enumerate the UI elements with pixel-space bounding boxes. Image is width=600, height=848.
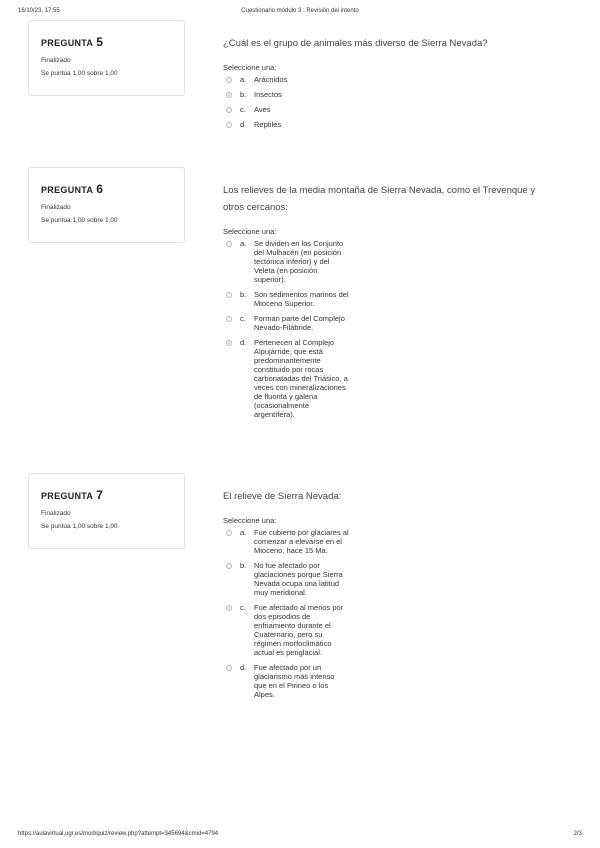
answer-option-d[interactable]	[223, 338, 553, 419]
print-datetime: 16/10/23, 17:55	[18, 8, 60, 14]
question-text: ¿Cuál es el grupo de animales más diverso de Sierra Nevada?	[223, 38, 488, 49]
option-letter: c.	[240, 105, 246, 114]
answer-option-b[interactable]	[223, 561, 553, 597]
option-letter: d.	[240, 120, 247, 129]
answer-option-c[interactable]	[223, 603, 553, 657]
answer-prompt: Seleccione una:	[223, 227, 277, 236]
page-number: 2/3	[573, 831, 582, 837]
answer-option-d[interactable]	[223, 120, 553, 129]
option-text: Reptiles	[254, 120, 282, 129]
question-state: Finalizado	[41, 57, 71, 64]
question-number-value: 6	[96, 182, 104, 196]
question-label: PREGUNTA	[41, 185, 94, 195]
radio-button-selected[interactable]	[226, 92, 232, 98]
answer-option-c[interactable]	[223, 105, 553, 114]
answer-prompt: Seleccione una:	[223, 516, 277, 525]
answer-option-a[interactable]	[223, 239, 553, 284]
radio-button[interactable]	[226, 122, 232, 128]
question-grade: Se puntúa 1,00 sobre 1,00	[41, 217, 118, 224]
question-content	[223, 488, 553, 705]
answer-prompt: Seleccione una:	[223, 63, 277, 72]
answer-option-a[interactable]	[223, 75, 553, 84]
option-text: Son sedimentos marinos del Mioceno Superior.	[254, 290, 349, 308]
question-label: PREGUNTA	[41, 38, 94, 48]
answer-option-d[interactable]	[223, 663, 553, 699]
radio-button[interactable]	[226, 316, 232, 322]
radio-button[interactable]	[226, 107, 232, 113]
option-letter: b.	[240, 290, 247, 299]
radio-button[interactable]	[226, 241, 232, 247]
radio-button[interactable]	[226, 77, 232, 83]
question-number	[41, 35, 103, 49]
option-letter: c.	[240, 603, 246, 612]
option-letter: c.	[240, 314, 246, 323]
option-letter: d.	[240, 338, 247, 347]
print-url: https://aulavirtual.ugr.es/mod/quiz/review.php?attempt=345694&cmid=4794	[18, 831, 219, 837]
option-letter: d.	[240, 663, 247, 672]
answer-option-c[interactable]	[223, 314, 553, 332]
radio-button-selected[interactable]	[226, 340, 232, 346]
option-letter: a.	[240, 75, 247, 84]
answer-option-b[interactable]	[223, 90, 553, 99]
option-text: Pertenecen al Complejo Alpujárride, que está predominantemente constituido por rocas carbonatadas del Triásico, a veces con mineralizaciones de fluorita y galena (ocasionalmente argentífera).	[254, 338, 348, 419]
question-info-panel	[28, 20, 185, 96]
answer-options	[223, 239, 553, 419]
answer-option-a[interactable]	[223, 528, 553, 555]
question-grade: Se puntúa 1,00 sobre 1,00	[41, 523, 118, 530]
option-text: Se dividen en los Conjunto del Mulhacén (en posición tectónica inferior) y del Veleta (en posición superior).	[254, 239, 344, 284]
answer-option-b[interactable]	[223, 290, 553, 308]
radio-button[interactable]	[226, 665, 232, 671]
option-text: Insectos	[254, 90, 282, 99]
question-text: Los relieves de la media montaña de Sierra Nevada, como el Trevenque y otros cercanos:	[223, 185, 536, 213]
question-info-panel	[28, 473, 185, 549]
option-text: Fue afectado por un glaciarismo más intenso que en el Pirineo o los Alpes.	[254, 663, 335, 699]
question-info-panel	[28, 167, 185, 243]
question-grade: Se puntúa 1,00 sobre 1,00	[41, 70, 118, 77]
option-letter: a.	[240, 239, 247, 248]
radio-button-selected[interactable]	[226, 605, 232, 611]
radio-button[interactable]	[226, 530, 232, 536]
question-content	[223, 35, 553, 135]
option-text: Fue cubierto por glaciares al comenzar a elevarse en el Mioceno, hace 15 Ma.	[254, 528, 349, 555]
option-text: No fue afectado por glaciaciones porque Sierra Nevada ocupa una latitud muy meridional.	[254, 561, 343, 597]
question-state: Finalizado	[41, 510, 71, 517]
question-content	[223, 182, 553, 425]
question-number-value: 5	[96, 35, 104, 49]
question-text: El relieve de Sierra Nevada:	[223, 491, 342, 502]
question-label: PREGUNTA	[41, 491, 94, 501]
option-text: Forman parte del Complejo Nevado-Filábride.	[254, 314, 345, 332]
option-letter: a.	[240, 528, 247, 537]
question-number	[41, 182, 103, 196]
radio-button[interactable]	[226, 563, 232, 569]
question-state: Finalizado	[41, 204, 71, 211]
option-letter: b.	[240, 90, 247, 99]
question-number-value: 7	[96, 488, 104, 502]
option-text: Aves	[254, 105, 271, 114]
question-number	[41, 488, 103, 502]
print-title: Cuestionario módulo 3 : Revisión del intento	[241, 8, 359, 14]
option-text: Fue afectado al menos por dos episodios de enfriamiento durante el Cuaternario, pero su régimen morfoclimático actual es periglacial.	[254, 603, 344, 657]
option-text: Arácnidos	[254, 75, 288, 84]
option-letter: b.	[240, 561, 247, 570]
radio-button[interactable]	[226, 292, 232, 298]
answer-options	[223, 75, 553, 129]
answer-options	[223, 528, 553, 699]
